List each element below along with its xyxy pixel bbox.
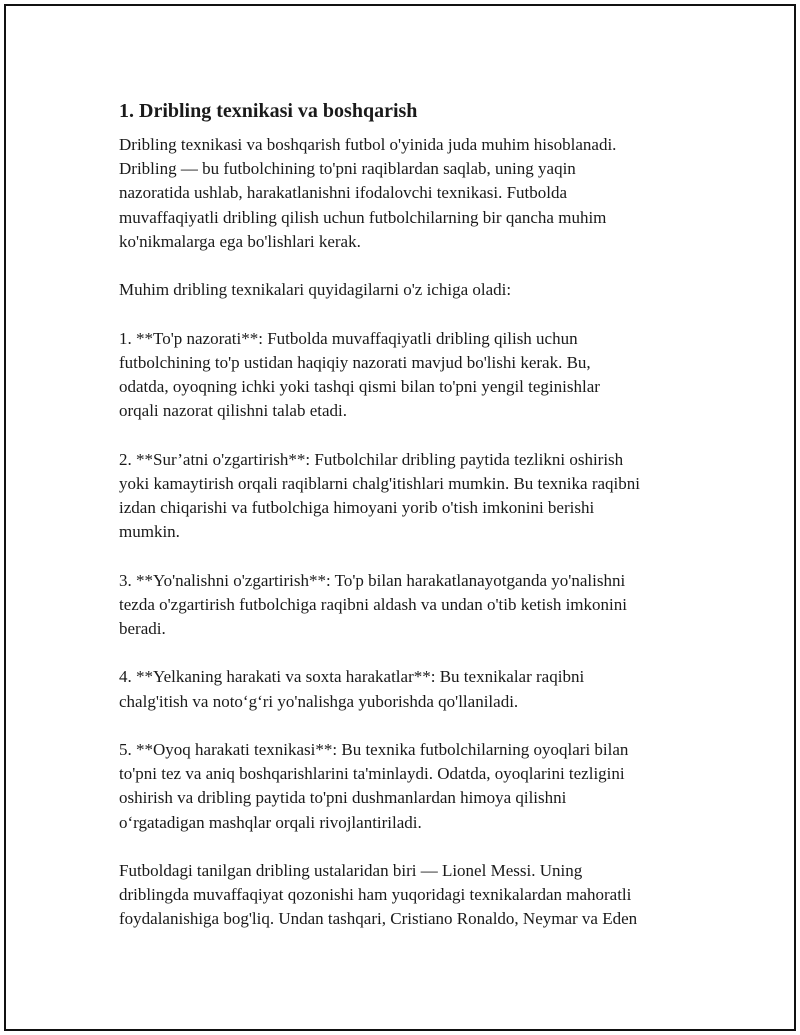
list-item-shoulder-feints bbox=[119, 665, 699, 713]
text-line: beradi. bbox=[119, 619, 166, 638]
text-line: Dribling texnikasi va boshqarish futbol o'yinida juda muhim hisoblanadi. bbox=[119, 135, 617, 154]
closing-paragraph bbox=[119, 859, 699, 932]
text-line: ko'nikmalarga ega bo'lishlari kerak. bbox=[119, 231, 361, 251]
text-line: driblingda muvaffaqiyat qozonishi ham yuqoridagi texnikalardan mahoratli bbox=[119, 885, 632, 905]
text-line: futbolchining to'p ustidan haqiqiy nazorati mavjud bo'lishi kerak. Bu, bbox=[119, 352, 591, 372]
text-line: odatda, oyoqning ichki yoki tashqi qismi bilan to'pni yengil teginishlar bbox=[119, 377, 600, 396]
text-line: orqali nazorat qilishni talab etadi. bbox=[119, 401, 348, 421]
list-item-change-direction bbox=[119, 569, 699, 642]
text-line: tezda o'zgartirish futbolchiga raqibni aldash va undan o'tib ketish imkonini bbox=[119, 594, 627, 614]
text-line: mumkin. bbox=[119, 522, 180, 542]
text-line: 3. **Yo'nalishni o'zgartirish**: To'p bilan harakatlanayotganda yo'nalishni bbox=[119, 570, 626, 590]
text-line: chalg'itish va noto‘g‘ri yo'nalishga yuborishda qo'llaniladi. bbox=[119, 691, 519, 711]
text-line: izdan chiqarishi va futbolchiga himoyani yorib o'tish imkonini berishi bbox=[119, 498, 595, 517]
list-intro-paragraph bbox=[119, 278, 699, 302]
text-line: nazoratida ushlab, harakatlanishni ifodalovchi texnikasi. Futbolda bbox=[119, 183, 568, 203]
text-line: 2. **Sur’atni o'zgartirish**: Futbolchilar dribling paytida tezlikni oshirish bbox=[119, 449, 624, 469]
list-item-ball-control bbox=[119, 327, 699, 424]
page-frame bbox=[4, 4, 796, 1031]
text-line: to'pni tez va aniq boshqarishlarini ta'minlaydi. Odatda, oyoqlarini tezligini bbox=[119, 764, 625, 784]
text-line: 5. **Oyoq harakati texnikasi**: Bu texnika futbolchilarning oyoqlari bilan bbox=[119, 739, 629, 759]
text-line: foydalanishiga bog'liq. Undan tashqari, Cristiano Ronaldo, Neymar va Eden bbox=[119, 909, 638, 929]
list-item-footwork bbox=[119, 738, 699, 835]
text-line: oshirish va dribling paytida to'pni dushmanlardan himoya qilishni bbox=[119, 788, 567, 808]
text-line: 1. **To'p nazorati**: Futbolda muvaffaqiyatli dribling qilish uchun bbox=[119, 328, 578, 348]
text-line: o‘rgatadigan mashqlar orqali rivojlantiriladi. bbox=[119, 812, 422, 832]
text-line: Futboldagi tanilgan dribling ustalaridan biri — Lionel Messi. Uning bbox=[119, 860, 583, 880]
document-body bbox=[119, 98, 699, 956]
section-heading: 1. Dribling texnikasi va boshqarish bbox=[119, 100, 418, 122]
text-line: yoki kamaytirish orqali raqiblarni chalg'itishlari mumkin. Bu texnika raqibni bbox=[119, 473, 640, 493]
list-item-change-pace bbox=[119, 448, 699, 545]
text-line: Dribling — bu futbolchining to'pni raqiblardan saqlab, uning yaqin bbox=[119, 159, 576, 179]
intro-paragraph bbox=[119, 133, 699, 254]
text-line: muvaffaqiyatli dribling qilish uchun futbolchilarning bir qancha muhim bbox=[119, 207, 607, 227]
text-line: 4. **Yelkaning harakati va soxta harakatlar**: Bu texnikalar raqibni bbox=[119, 667, 585, 687]
text-line: Muhim dribling texnikalari quyidagilarni o'z ichiga oladi: bbox=[119, 280, 512, 300]
